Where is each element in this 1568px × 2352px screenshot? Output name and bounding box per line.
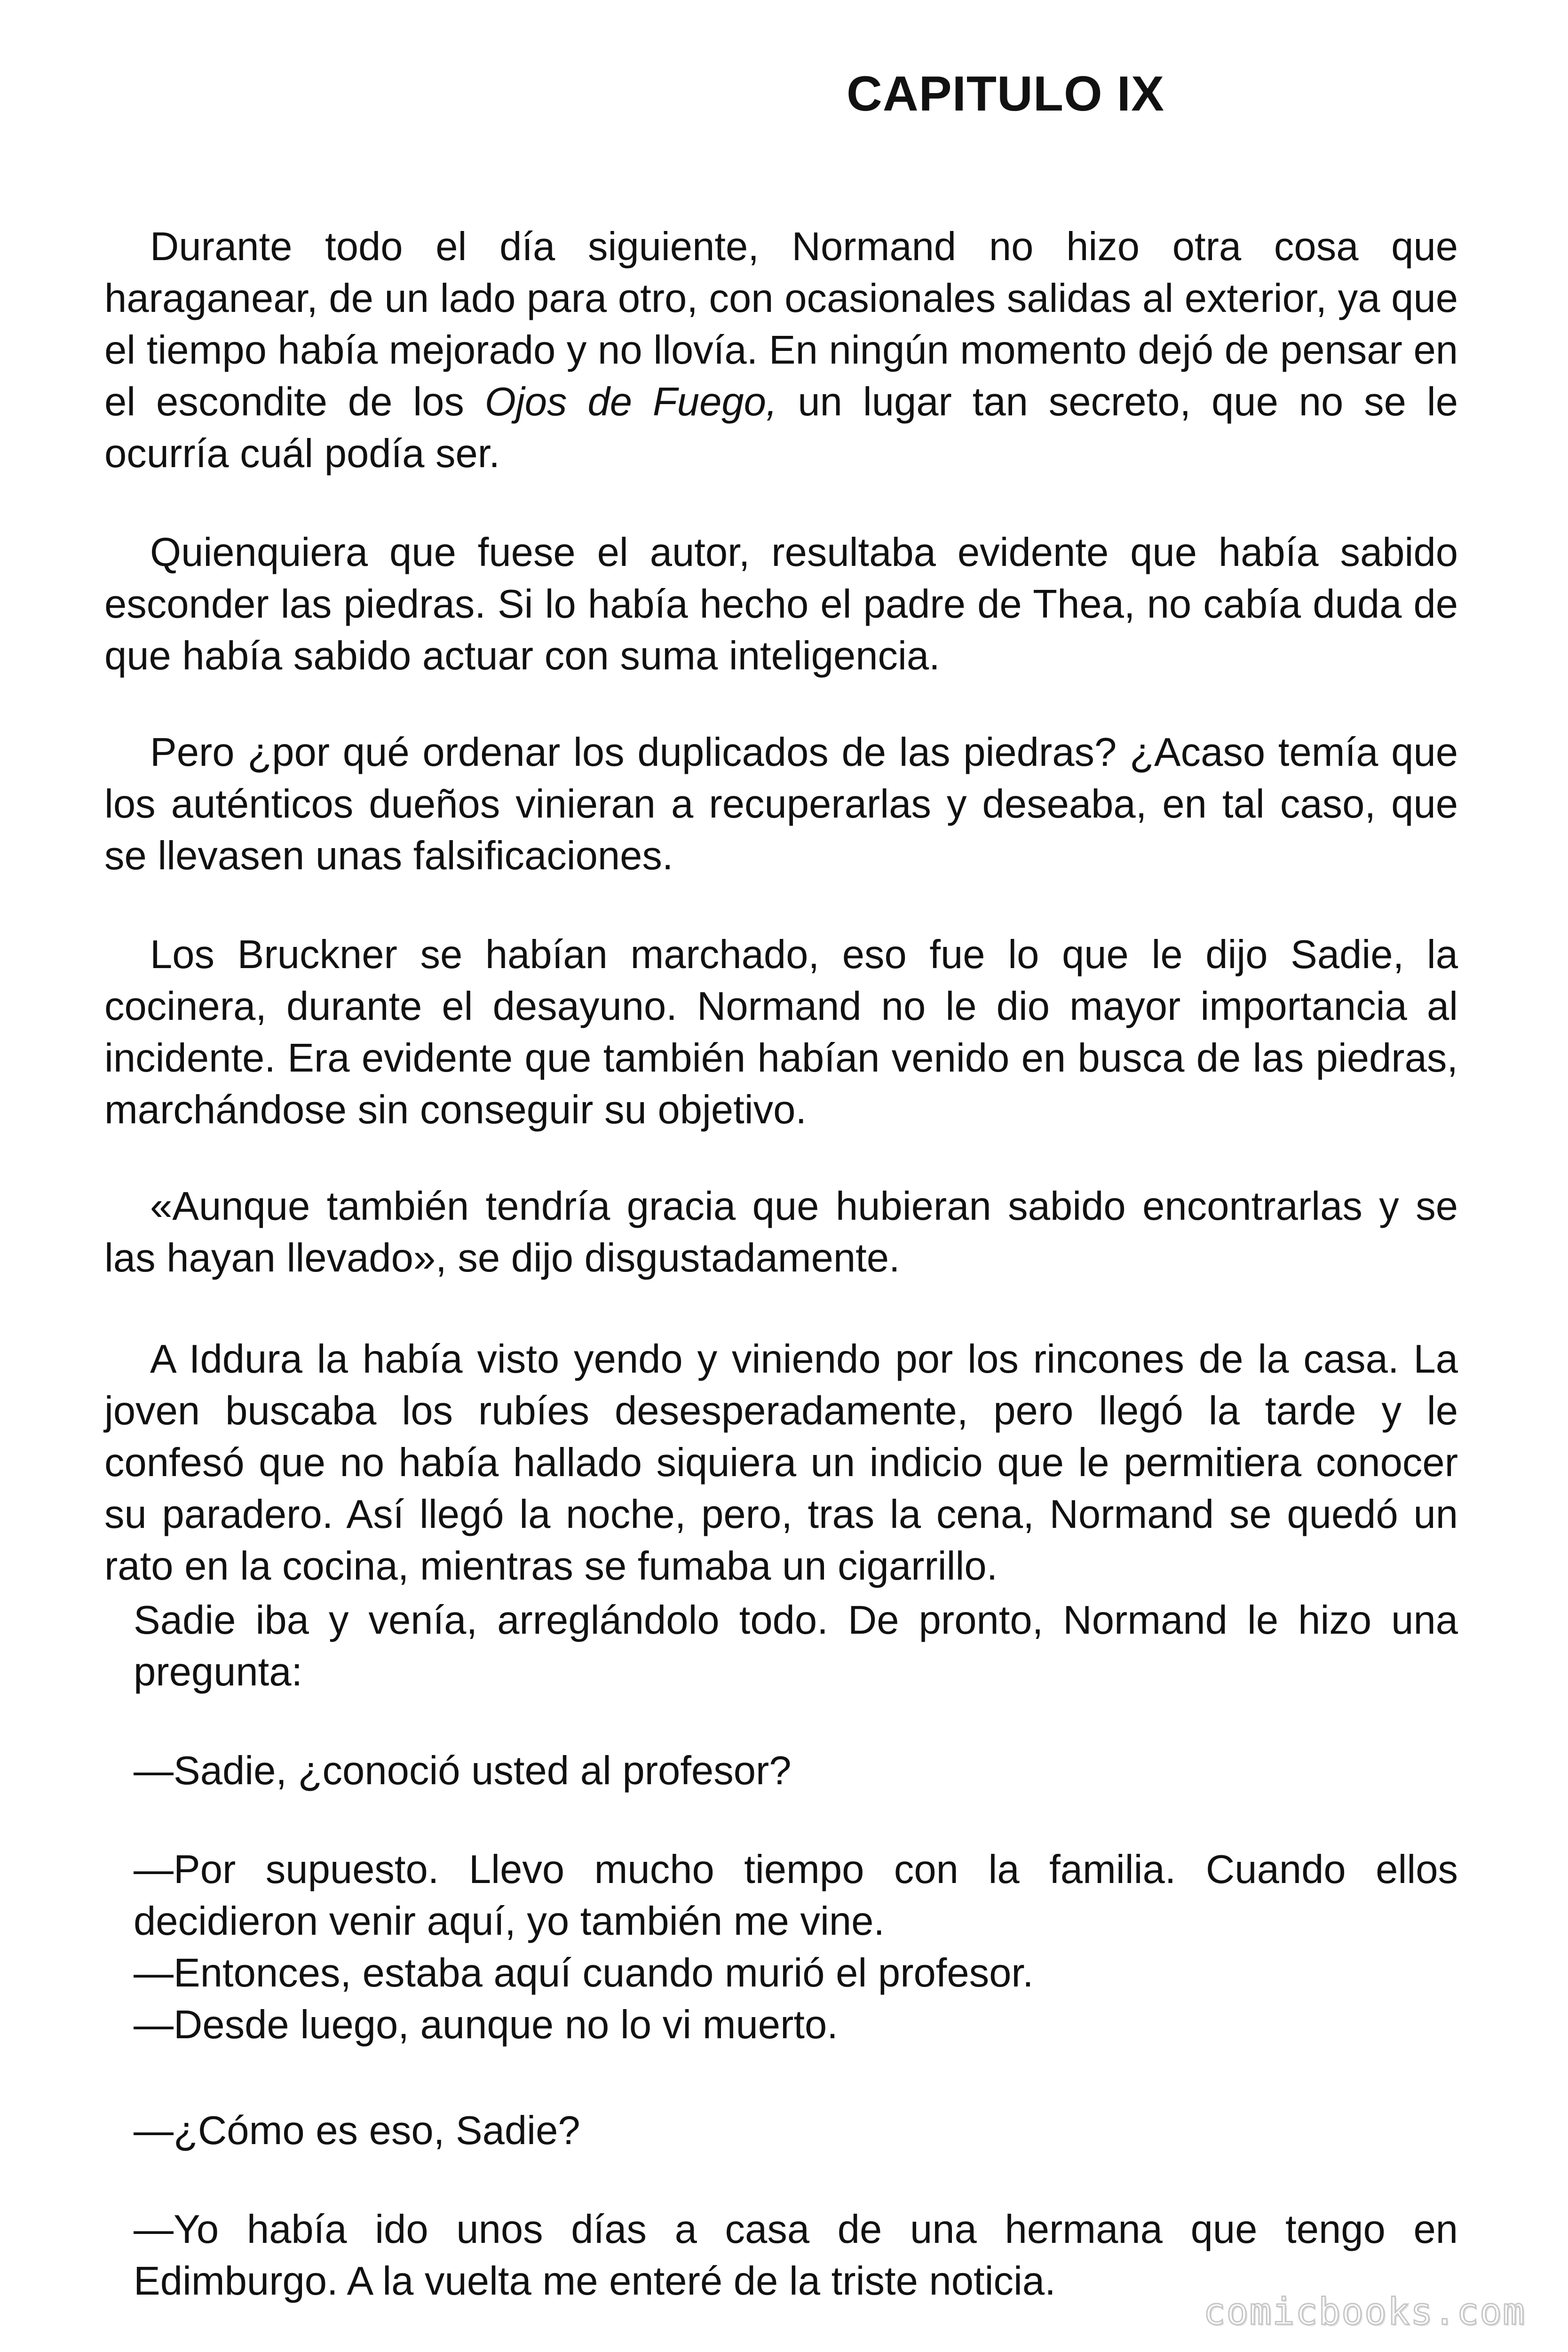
paragraph-1 bbox=[104, 221, 1458, 480]
paragraph-4: Los Bruckner se habían marchado, eso fue lo que le dijo Sadie, la cocinera, durante el desayuno. Normand no le dio mayor importancia al incidente. Era evidente que también habían venido en busca de las piedras, marchándose sin conseguir su objetivo. bbox=[104, 932, 1458, 1132]
dialogue-1: Sadie iba y venía, arreglándolo todo. De pronto, Normand le hizo una pregunta: bbox=[134, 1598, 1458, 1694]
dialogue-3-line-c: —Desde luego, aunque no lo vi muerto. bbox=[134, 2002, 838, 2047]
paragraph-1-italic-title: Ojos de Fuego, bbox=[484, 380, 777, 424]
paragraph-1-text-end: un lugar tan secreto, que no se le ocurría cuál podía ser. bbox=[104, 380, 1458, 476]
paragraph-2: Quienquiera que fuese el autor, resultaba evidente que había sabido esconder las piedras. Si lo había hecho el padre de Thea, no cabía duda de que había sabido actuar con suma inteligencia. bbox=[104, 530, 1458, 678]
paragraph-6: A Iddura la había visto yendo y viniendo por los rincones de la casa. La joven buscaba los rubíes desesperadamente, pero llegó la tarde y le confesó que no había hallado siquiera un indicio que le permitiera conocer su paradero. Así llegó la noche, pero, tras la cena, Normand se quedó un rato en la cocina, mientras se fumaba un cigarrillo. bbox=[104, 1337, 1458, 1589]
paragraph-5: «Aunque también tendría gracia que hubieran sabido encontrarlas y se las hayan llevado», se dijo disgustadamente. bbox=[104, 1184, 1458, 1280]
watermark-logo: comicbooks.com bbox=[1203, 2291, 1526, 2333]
dialogue-4: —¿Cómo es eso, Sadie? bbox=[134, 2108, 580, 2153]
paragraph-3: Pero ¿por qué ordenar los duplicados de las piedras? ¿Acaso temía que los auténticos dueños vinieran a recuperarlas y deseaba, en tal caso, que se llevasen unas falsificaciones. bbox=[104, 730, 1458, 878]
dialogue-3-line-b: —Entonces, estaba aquí cuando murió el profesor. bbox=[134, 1951, 1034, 1995]
dialogue-3-line-a: —Por supuesto. Llevo mucho tiempo con la familia. Cuando ellos decidieron venir aquí, yo también me vine. bbox=[134, 1847, 1458, 1944]
dialogue-3 bbox=[134, 1844, 1458, 2051]
dialogue-5: —Yo había ido unos días a casa de una hermana que tengo en Edimburgo. A la vuelta me enteré de la triste noticia. bbox=[134, 2207, 1458, 2304]
paragraph-1-text-start: Durante todo el día siguiente, Normand no hizo otra cosa que haraganear, de un lado para otro, con ocasionales salidas al exterior, ya que el tiempo había mejorado y no llovía. En ningún momento dejó de pensar en el escondite de los bbox=[104, 224, 1458, 424]
chapter-title: CAPITULO IX bbox=[847, 66, 1165, 121]
dialogue-2: —Sadie, ¿conoció usted al profesor? bbox=[134, 1748, 792, 1793]
